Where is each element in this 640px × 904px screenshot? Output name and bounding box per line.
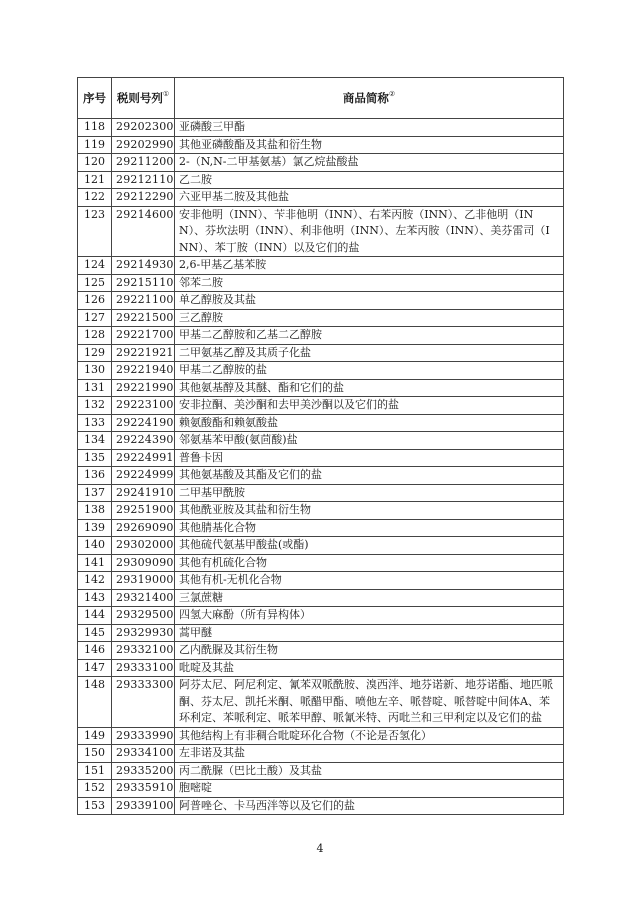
table-row (78, 309, 564, 327)
cell-product-name: 2-（N,N-二甲基氨基）氯乙烷盐酸盐 (175, 154, 564, 172)
cell-tariff-code: 29202300 (112, 119, 175, 137)
table-row (78, 659, 564, 677)
cell-tariff-code: 29221700 (112, 327, 175, 345)
cell-tariff-code: 29221940 (112, 362, 175, 380)
cell-serial: 153 (78, 797, 112, 815)
cell-product-name: 安非拉酮、美沙酮和去甲美沙酮以及它们的盐 (175, 397, 564, 415)
cell-product-name: 二甲氨基乙醇及其质子化盐 (175, 344, 564, 362)
table-row (78, 449, 564, 467)
cell-tariff-code: 29211200 (112, 154, 175, 172)
cell-serial: 133 (78, 414, 112, 432)
cell-serial: 146 (78, 642, 112, 660)
cell-serial: 141 (78, 554, 112, 572)
cell-tariff-code: 29224999 (112, 467, 175, 485)
cell-serial: 125 (78, 274, 112, 292)
cell-serial: 120 (78, 154, 112, 172)
cell-product-name: 三氯蔗糖 (175, 589, 564, 607)
cell-tariff-code: 29332100 (112, 642, 175, 660)
cell-product-name: 其他有机硫化合物 (175, 554, 564, 572)
cell-product-name: 乙内酰脲及其衍生物 (175, 642, 564, 660)
cell-product-name: 左非诺及其盐 (175, 745, 564, 763)
table-row (78, 292, 564, 310)
table-row (78, 502, 564, 520)
cell-product-name: 阿普唑仑、卡马西泮等以及它们的盐 (175, 797, 564, 815)
table-row (78, 274, 564, 292)
cell-serial: 152 (78, 780, 112, 798)
table-row (78, 537, 564, 555)
cell-serial: 118 (78, 119, 112, 137)
cell-tariff-code: 29319000 (112, 572, 175, 590)
cell-serial: 137 (78, 484, 112, 502)
cell-serial: 149 (78, 727, 112, 745)
cell-product-name: 其他氨基酸及其酯及它们的盐 (175, 467, 564, 485)
cell-product-name: 乙二胺 (175, 171, 564, 189)
cell-tariff-code: 29251900 (112, 502, 175, 520)
cell-tariff-code: 29329930 (112, 624, 175, 642)
table-row (78, 379, 564, 397)
cell-product-name: 丙二酰脲（巴比土酸）及其盐 (175, 762, 564, 780)
cell-serial: 126 (78, 292, 112, 310)
table-row (78, 136, 564, 154)
cell-product-name: 甲基二乙醇胺的盐 (175, 362, 564, 380)
table-row (78, 467, 564, 485)
table-row (78, 642, 564, 660)
cell-serial: 135 (78, 449, 112, 467)
cell-product-name: 安非他明（INN）、苄非他明（INN）、右苯丙胺（INN）、乙非他明（INN）、芬坎法明（INN）、利非他明（INN）、左苯丙胺（INN）、美芬雷司（INN）、苯丁胺（INN）以及它们的盐 (175, 206, 564, 257)
cell-product-name: 二甲基甲酰胺 (175, 484, 564, 502)
cell-tariff-code: 29321400 (112, 589, 175, 607)
cell-tariff-code: 29221990 (112, 379, 175, 397)
cell-tariff-code: 29333300 (112, 677, 175, 728)
cell-product-name: 单乙醇胺及其盐 (175, 292, 564, 310)
table-row (78, 154, 564, 172)
cell-product-name: 其他腈基化合物 (175, 519, 564, 537)
table-row (78, 257, 564, 275)
cell-serial: 144 (78, 607, 112, 625)
cell-product-name: 2,6-甲基乙基苯胺 (175, 257, 564, 275)
cell-tariff-code: 29302000 (112, 537, 175, 555)
cell-product-name: 吡啶及其盐 (175, 659, 564, 677)
cell-tariff-code: 29212110 (112, 171, 175, 189)
table-row (78, 727, 564, 745)
cell-tariff-code: 29224190 (112, 414, 175, 432)
cell-product-name: 四氢大麻酚（所有异构体） (175, 607, 564, 625)
cell-serial: 136 (78, 467, 112, 485)
table-row (78, 797, 564, 815)
cell-tariff-code: 29221921 (112, 344, 175, 362)
cell-serial: 119 (78, 136, 112, 154)
header-product-name: 商品简称② (175, 78, 564, 119)
cell-product-name: 邻苯二胺 (175, 274, 564, 292)
cell-product-name: 其他硫代氨基甲酸盐(或酯) (175, 537, 564, 555)
header-serial: 序号 (78, 78, 112, 119)
cell-tariff-code: 29269090 (112, 519, 175, 537)
cell-serial: 143 (78, 589, 112, 607)
cell-tariff-code: 29214930 (112, 257, 175, 275)
cell-tariff-code: 29215110 (112, 274, 175, 292)
cell-product-name: 三乙醇胺 (175, 309, 564, 327)
table-row (78, 362, 564, 380)
table-body (78, 119, 564, 815)
table-row (78, 397, 564, 415)
cell-serial: 129 (78, 344, 112, 362)
cell-tariff-code: 29339100 (112, 797, 175, 815)
cell-serial: 134 (78, 432, 112, 450)
header-tariff-code: 税则号列① (112, 78, 175, 119)
cell-serial: 138 (78, 502, 112, 520)
cell-product-name: 邻氨基苯甲酸(氨茴酸)盐 (175, 432, 564, 450)
table-row (78, 414, 564, 432)
cell-product-name: 胞嘧啶 (175, 780, 564, 798)
table-row (78, 484, 564, 502)
table-row (78, 119, 564, 137)
cell-product-name: 其他氨基醇及其醚、酯和它们的盐 (175, 379, 564, 397)
table-row (78, 677, 564, 728)
cell-product-name: 亚磷酸三甲酯 (175, 119, 564, 137)
cell-serial: 140 (78, 537, 112, 555)
table-header-row (78, 78, 564, 119)
cell-product-name: 其他结构上有非稠合吡啶环化合物（不论是否氢化） (175, 727, 564, 745)
cell-tariff-code: 29214600 (112, 206, 175, 257)
cell-serial: 127 (78, 309, 112, 327)
cell-product-name: 甲基二乙醇胺和乙基二乙醇胺 (175, 327, 564, 345)
table-row (78, 327, 564, 345)
cell-tariff-code: 29335910 (112, 780, 175, 798)
footnote-mark: ① (162, 89, 170, 98)
cell-tariff-code: 29224390 (112, 432, 175, 450)
table-row (78, 607, 564, 625)
cell-tariff-code: 29223100 (112, 397, 175, 415)
table-row (78, 344, 564, 362)
table-row (78, 624, 564, 642)
cell-tariff-code: 29309090 (112, 554, 175, 572)
cell-tariff-code: 29329500 (112, 607, 175, 625)
cell-serial: 151 (78, 762, 112, 780)
cell-serial: 139 (78, 519, 112, 537)
tariff-table (77, 77, 564, 815)
cell-serial: 122 (78, 189, 112, 207)
cell-serial: 148 (78, 677, 112, 728)
cell-serial: 130 (78, 362, 112, 380)
cell-serial: 123 (78, 206, 112, 257)
footnote-mark: ② (388, 89, 396, 98)
table-row (78, 206, 564, 257)
cell-product-name: 赖氨酸酯和赖氨酸盐 (175, 414, 564, 432)
table-row (78, 780, 564, 798)
table-row (78, 554, 564, 572)
cell-tariff-code: 29221100 (112, 292, 175, 310)
cell-serial: 150 (78, 745, 112, 763)
cell-product-name: 其他酰亚胺及其盐和衍生物 (175, 502, 564, 520)
table-row (78, 432, 564, 450)
cell-tariff-code: 29333990 (112, 727, 175, 745)
table-row (78, 519, 564, 537)
table-row (78, 589, 564, 607)
cell-tariff-code: 29241910 (112, 484, 175, 502)
cell-serial: 132 (78, 397, 112, 415)
cell-product-name: 其他亚磷酸酯及其盐和衍生物 (175, 136, 564, 154)
cell-serial: 128 (78, 327, 112, 345)
cell-product-name: 六亚甲基二胺及其他盐 (175, 189, 564, 207)
cell-serial: 145 (78, 624, 112, 642)
cell-product-name: 普鲁卡因 (175, 449, 564, 467)
cell-product-name: 阿芬太尼、阿尼利定、氰苯双哌酰胺、溴西泮、地芬诺新、地芬诺酯、地匹哌酮、芬太尼、凯托米酮、哌醋甲酯、喷他左辛、哌替啶、哌替啶中间体A、苯环利定、苯哌利定、哌苯甲醇、哌氰米特、丙吡兰和三甲利定以及它们的盐 (175, 677, 564, 728)
table-row (78, 572, 564, 590)
cell-serial: 142 (78, 572, 112, 590)
cell-serial: 131 (78, 379, 112, 397)
table-row (78, 762, 564, 780)
cell-tariff-code: 29333100 (112, 659, 175, 677)
cell-tariff-code: 29224991 (112, 449, 175, 467)
page-number: 4 (316, 842, 324, 855)
cell-tariff-code: 29212290 (112, 189, 175, 207)
cell-tariff-code: 29334100 (112, 745, 175, 763)
cell-tariff-code: 29221500 (112, 309, 175, 327)
cell-serial: 124 (78, 257, 112, 275)
cell-product-name: 其他有机-无机化合物 (175, 572, 564, 590)
cell-tariff-code: 29202990 (112, 136, 175, 154)
table-row (78, 189, 564, 207)
cell-serial: 121 (78, 171, 112, 189)
cell-tariff-code: 29335200 (112, 762, 175, 780)
cell-product-name: 蒿甲醚 (175, 624, 564, 642)
cell-serial: 147 (78, 659, 112, 677)
table-row (78, 171, 564, 189)
table-row (78, 745, 564, 763)
